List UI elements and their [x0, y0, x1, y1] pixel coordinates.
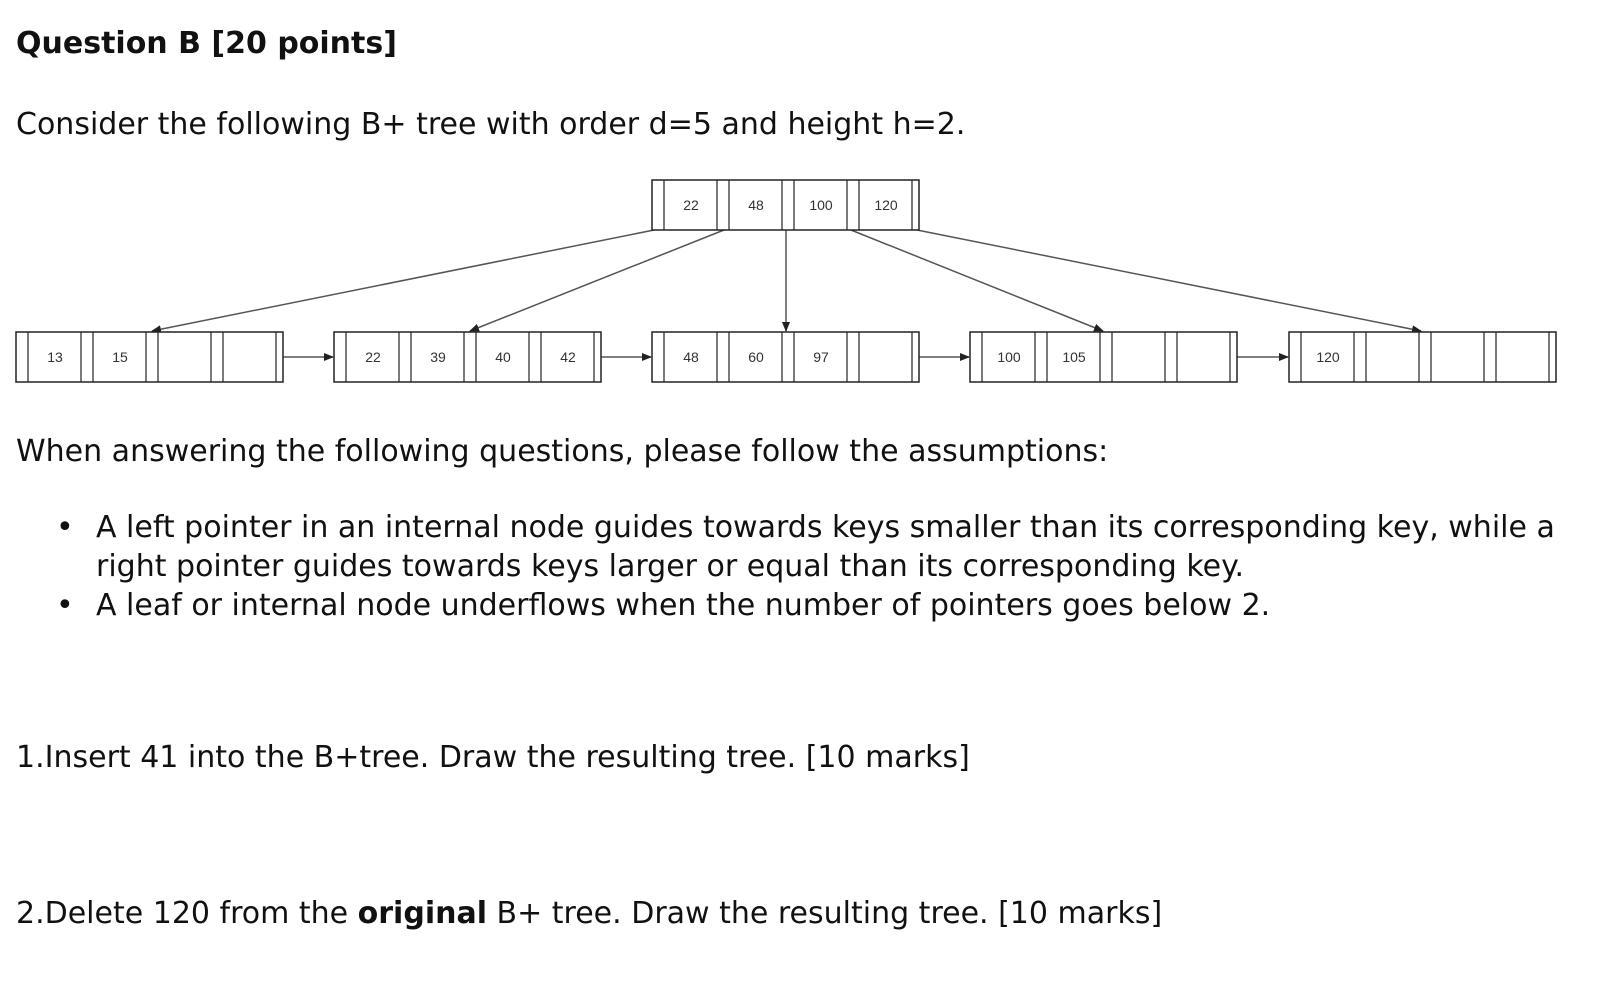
leaf-node: [652, 332, 919, 382]
tree-key: 48: [683, 349, 699, 365]
task-insert: 1.Insert 41 into the B+tree. Draw the resulting tree. [10 marks]: [16, 740, 970, 775]
bullet-icon: •: [56, 588, 74, 623]
tree-key: 48: [748, 197, 764, 213]
tree-key: 100: [997, 349, 1021, 365]
tree-key: 120: [874, 197, 898, 213]
tree-key: 13: [47, 349, 63, 365]
tree-key: 97: [813, 349, 829, 365]
task-delete: [16, 896, 1162, 931]
question-title: Question B [20 points]: [16, 26, 397, 61]
leaf-node: [16, 332, 283, 382]
tree-key: 22: [365, 349, 381, 365]
assumptions-heading: When answering the following questions, please follow the assumptions:: [16, 434, 1109, 469]
child-pointer-arrow: [851, 230, 1103, 331]
task-delete-text-end: B+ tree. Draw the resulting tree. [10 marks]: [487, 896, 1163, 931]
task-delete-emphasis: original: [357, 896, 487, 931]
question-intro: Consider the following B+ tree with order d=5 and height h=2.: [16, 107, 966, 142]
root-node: [652, 180, 919, 230]
assumption-text: A leaf or internal node underflows when the number of pointers goes below 2.: [96, 588, 1271, 623]
assumption-item: [0, 586, 1580, 625]
tree-key: 39: [430, 349, 446, 365]
task-delete-text-start: 2.Delete 120 from the: [16, 896, 358, 931]
tree-key: 42: [560, 349, 576, 365]
tree-key: 100: [809, 197, 833, 213]
leaf-node: [1289, 332, 1556, 382]
tree-key: 105: [1062, 349, 1086, 365]
child-pointer-arrow: [917, 230, 1421, 331]
tree-key: 22: [683, 197, 699, 213]
assumptions-list: [0, 508, 1580, 625]
tree-key: 40: [495, 349, 511, 365]
tree-key: 15: [112, 349, 128, 365]
tree-key: 60: [748, 349, 764, 365]
assumption-item: [0, 508, 1580, 586]
bullet-icon: •: [56, 510, 74, 545]
tree-key: 120: [1316, 349, 1340, 365]
leaf-node: [970, 332, 1237, 382]
leaf-node: [334, 332, 601, 382]
child-pointer-arrow: [152, 230, 654, 331]
child-pointer-arrow: [470, 230, 724, 331]
assumption-text: A left pointer in an internal node guides towards keys smaller than its corresponding key, while a right pointer guides towards keys larger or equal than its corresponding key.: [96, 510, 1555, 584]
bplus-tree-diagram: [0, 170, 1601, 390]
